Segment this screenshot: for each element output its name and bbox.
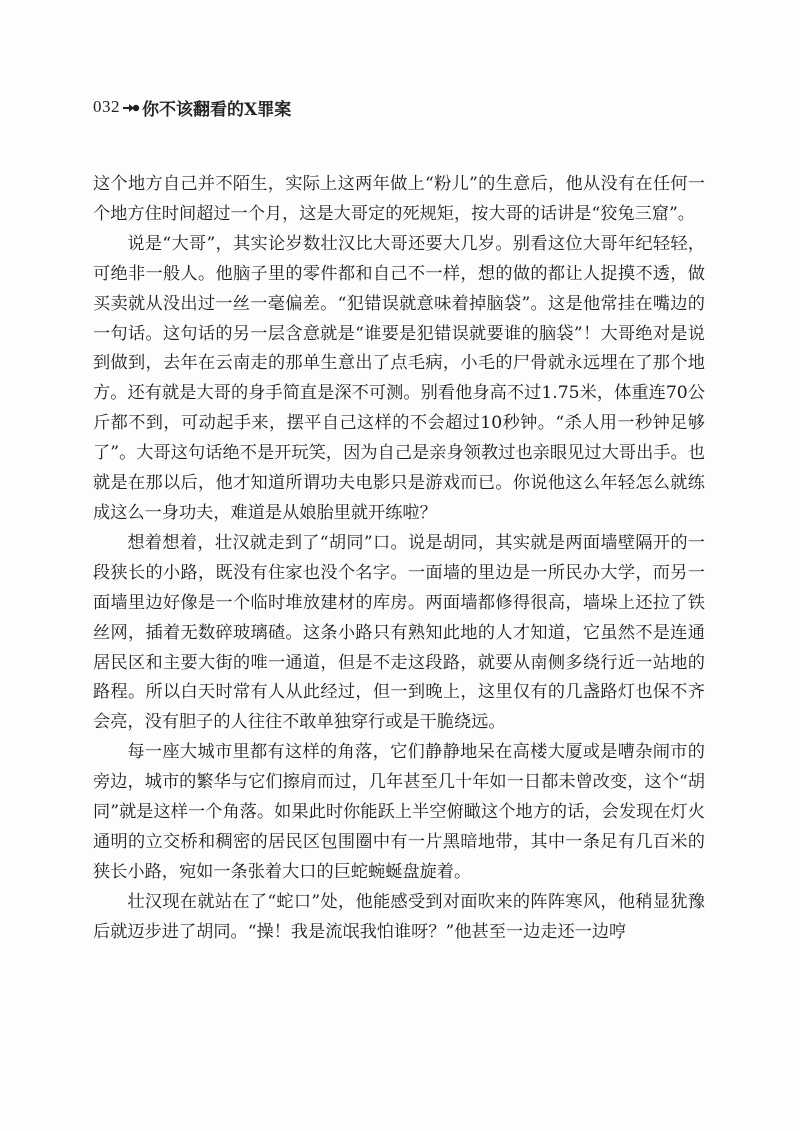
page-number: 032 bbox=[93, 97, 120, 116]
arrow-bullet-icon bbox=[122, 100, 140, 114]
running-head bbox=[93, 92, 291, 122]
paragraph-5: 壮汉现在就站在了“蛇口”处，他能感受到对面吹来的阵阵寒风，他稍显犹豫后就迈步进了胡同。“操！我是流氓我怕谁呀？”他甚至一边走还一边哼 bbox=[93, 891, 705, 942]
paragraph-3: 想着想着，壮汉就走到了“胡同”口。说是胡同，其实就是两面墙壁隔开的一段狭长的小路，既没有住家也没个名字。一面墙的里边是一所民办大学，而另一面墙里边好像是一个临时堆放建材的库房。两面墙都修得很高，墙垛上还拉了铁丝网，插着无数碎玻璃碴。这条小路只有熟知此地的人才知道，它虽然不是连通居民区和主要大街的唯一通道，但是不走这段路，就要从南侧多绕行近一站地的路程。所以白天时常有人从此经过，但一到晚上，这里仅有的几盏路灯也保不齐会亮，没有胆子的人往往不敢单独穿行或是干脆绕远。 bbox=[93, 532, 705, 733]
paragraph-2: 说是“大哥”，其实论岁数壮汉比大哥还要大几岁。别看这位大哥年纪轻轻，可绝非一般人。他脑子里的零件都和自己不一样，想的做的都让人捉摸不透，做买卖就从没出过一丝一毫偏差。“犯错误就意味着掉脑袋”。这是他常挂在嘴边的一句话。这句话的另一层含意就是“谁要是犯错误就要谁的脑袋”！大哥绝对是说到做到，去年在云南走的那单生意出了点毛病，小毛的尸骨就永远埋在了那个地方。还有就是大哥的身手简直是深不可测。别看他身高不过1.75米，体重连70公斤都不到，可动起手来，摆平自己这样的不会超过10秒钟。“杀人用一秒钟足够了”。大哥这句话绝不是开玩笑，因为自己是亲身领教过也亲眼见过大哥出手。也就是在那以后，他才知道所谓功夫电影只是游戏而已。你说他这么年轻怎么就练成这么一身功夫，难道是从娘胎里就开练啦？ bbox=[93, 233, 705, 523]
body-text bbox=[93, 170, 705, 948]
book-title: 你不该翻看的X罪案 bbox=[142, 99, 292, 120]
paragraph-1: 这个地方自己并不陌生，实际上这两年做上“粉儿”的生意后，他从没有在任何一个地方住时间超过一个月，这是大哥定的死规矩，按大哥的话讲是“狡兔三窟”。 bbox=[93, 174, 705, 224]
paragraph-4: 每一座大城市里都有这样的角落，它们静静地呆在高楼大厦或是嘈杂闹市的旁边，城市的繁华与它们擦肩而过，几年甚至几十年如一日都未曾改变，这个“胡同”就是这样一个角落。如果此时你能跃上半空俯瞰这个地方的话，会发现在灯火通明的立交桥和稠密的居民区包围圈中有一片黑暗地带，其中一条足有几百米的狭长小路，宛如一条张着大口的巨蛇蜿蜒盘旋着。 bbox=[93, 742, 705, 882]
